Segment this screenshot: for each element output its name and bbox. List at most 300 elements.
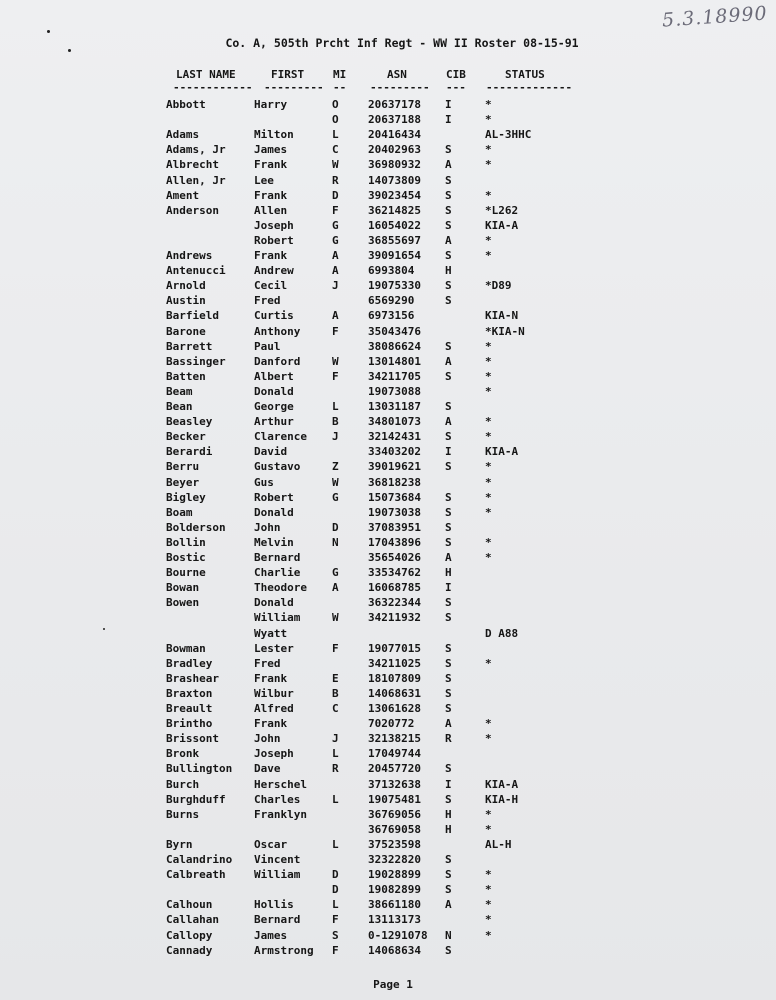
cell-last: Beam <box>166 384 193 398</box>
cell-last: Bowman <box>166 641 206 655</box>
cell-asn: 34211705 <box>368 369 421 383</box>
cell-status: *KIA-N <box>485 324 525 338</box>
cell-asn: 16068785 <box>368 581 421 595</box>
cell-first: George <box>254 400 294 413</box>
cell-last: Bostic <box>166 551 206 564</box>
cell-mi: D <box>332 188 339 202</box>
cell-asn: 0-1291078 <box>368 928 428 942</box>
cell-last: Burghduff <box>166 792 226 806</box>
cell-cib: S <box>445 868 452 882</box>
paper-speck <box>47 30 50 33</box>
cell-status: KIA-A <box>485 777 519 791</box>
cell-asn: 35654026 <box>368 551 421 564</box>
cell-cib: S <box>445 203 452 217</box>
cell-first: Charlie <box>254 566 301 580</box>
cell-asn: 39023454 <box>368 188 421 202</box>
cell-last: Bigley <box>166 490 206 504</box>
cell-cib: S <box>445 853 452 866</box>
cell-last: Adams <box>166 128 200 142</box>
cell-first: Gustavo <box>254 460 301 474</box>
cell-mi: F <box>332 641 339 655</box>
cell-cib: S <box>445 505 452 519</box>
cell-first: Hollis <box>254 898 294 912</box>
cell-cib: I <box>445 777 452 791</box>
cell-first: Joseph <box>254 747 294 761</box>
cell-status: KIA-A <box>485 445 519 459</box>
cell-first: Alfred <box>254 702 294 715</box>
cell-status: * <box>485 339 492 353</box>
cell-cib: I <box>445 113 452 127</box>
cell-first: Frank <box>254 188 288 202</box>
cell-status: * <box>485 143 492 157</box>
cell-mi: J <box>332 732 339 746</box>
cell-asn: 36769056 <box>368 807 421 821</box>
cell-asn: 37083951 <box>368 520 421 534</box>
cell-mi: C <box>332 702 339 715</box>
cell-mi: W <box>332 354 339 368</box>
cell-asn: 13113173 <box>368 913 421 927</box>
cell-last: Calhoun <box>166 898 213 912</box>
cell-cib: S <box>445 249 452 262</box>
handwritten-annotation: 5.3.18990 <box>661 2 769 32</box>
cell-cib: S <box>445 430 452 444</box>
cell-asn: 7020772 <box>368 717 415 731</box>
cell-mi: A <box>332 249 339 262</box>
cell-status: * <box>485 656 492 670</box>
cell-status: * <box>485 717 492 731</box>
header-first: FIRST <box>271 68 305 81</box>
cell-status: * <box>485 158 492 172</box>
cell-first: Frank <box>254 671 288 685</box>
cell-mi: L <box>332 400 339 413</box>
cell-first: James <box>254 143 288 157</box>
cell-status: KIA-N <box>485 309 519 323</box>
cell-status: KIA-A <box>485 218 519 232</box>
cell-first: Franklyn <box>254 807 307 821</box>
cell-status: *D89 <box>485 279 512 293</box>
cell-mi: F <box>332 203 339 217</box>
header-cib: CIB <box>446 68 466 81</box>
cell-cib: S <box>445 188 452 202</box>
cell-cib: S <box>445 686 452 700</box>
cell-asn: 19075330 <box>368 279 421 293</box>
cell-last: Bolderson <box>166 520 226 534</box>
cell-last: Bourne <box>166 566 206 580</box>
cell-first: Gus <box>254 475 274 489</box>
cell-mi: F <box>332 913 339 927</box>
cell-last: Barrett <box>166 339 213 353</box>
cell-last: Bowan <box>166 581 200 595</box>
cell-last: Brintho <box>166 717 213 731</box>
cell-status: * <box>485 369 492 383</box>
cell-asn: 35043476 <box>368 324 421 338</box>
cell-mi: F <box>332 324 339 338</box>
cell-cib: A <box>445 717 452 731</box>
cell-first: Vincent <box>254 853 301 866</box>
cell-asn: 32138215 <box>368 732 421 746</box>
cell-asn: 13031187 <box>368 400 421 413</box>
cell-last: Antenucci <box>166 264 226 278</box>
cell-last: Becker <box>166 430 206 444</box>
cell-asn: 19077015 <box>368 641 421 655</box>
cell-first: David <box>254 445 288 459</box>
header-mi: MI <box>333 68 347 81</box>
cell-first: Milton <box>254 128 294 142</box>
cell-cib: H <box>445 264 452 278</box>
cell-mi: C <box>332 143 339 157</box>
dash-first: --------- <box>264 81 324 94</box>
cell-asn: 13061628 <box>368 702 421 715</box>
cell-cib: S <box>445 400 452 413</box>
cell-last: Barfield <box>166 309 219 323</box>
cell-last: Berardi <box>166 445 213 459</box>
header-asn: ASN <box>387 68 407 81</box>
cell-mi: F <box>332 943 339 957</box>
cell-asn: 19075481 <box>368 792 421 806</box>
cell-cib: S <box>445 702 452 715</box>
cell-status: * <box>485 732 492 746</box>
cell-asn: 36769058 <box>368 822 421 836</box>
cell-last: Bowen <box>166 596 200 610</box>
cell-first: Charles <box>254 792 301 806</box>
cell-mi: L <box>332 747 339 761</box>
cell-asn: 17049744 <box>368 747 421 761</box>
cell-asn: 17043896 <box>368 535 421 549</box>
cell-first: Wyatt <box>254 626 288 640</box>
cell-first: Armstrong <box>254 943 314 957</box>
cell-mi: G <box>332 490 339 504</box>
cell-last: Bullington <box>166 762 233 776</box>
cell-status: * <box>485 249 492 262</box>
cell-last: Brissont <box>166 732 219 746</box>
cell-status: * <box>485 98 492 111</box>
cell-status: * <box>485 868 492 882</box>
cell-asn: 20637188 <box>368 113 421 127</box>
cell-cib: A <box>445 415 452 429</box>
cell-last: Calbreath <box>166 868 226 882</box>
cell-asn: 18107809 <box>368 671 421 685</box>
cell-first: Lester <box>254 641 294 655</box>
cell-mi: O <box>332 113 339 127</box>
dash-status: ------------- <box>486 81 573 94</box>
cell-mi: J <box>332 430 339 444</box>
cell-cib: A <box>445 354 452 368</box>
cell-cib: I <box>445 581 452 595</box>
cell-cib: H <box>445 566 452 580</box>
cell-first: Bernard <box>254 551 301 564</box>
cell-status: * <box>485 233 492 247</box>
cell-status: * <box>485 928 492 942</box>
cell-mi: G <box>332 233 339 247</box>
cell-last: Andrews <box>166 249 213 262</box>
cell-last: Boam <box>166 505 193 519</box>
cell-asn: 20416434 <box>368 128 421 142</box>
cell-mi: L <box>332 128 339 142</box>
cell-first: Arthur <box>254 415 294 429</box>
cell-first: Theodore <box>254 581 307 595</box>
cell-asn: 14068631 <box>368 686 421 700</box>
cell-last: Bronk <box>166 747 200 761</box>
cell-status: * <box>485 490 492 504</box>
cell-mi: D <box>332 868 339 882</box>
cell-first: Allen <box>254 203 288 217</box>
cell-asn: 36214825 <box>368 203 421 217</box>
cell-cib: S <box>445 535 452 549</box>
cell-cib: S <box>445 490 452 504</box>
cell-first: Robert <box>254 233 294 247</box>
cell-cib: S <box>445 460 452 474</box>
cell-asn: 33403202 <box>368 445 421 459</box>
cell-status: * <box>485 415 492 429</box>
cell-mi: A <box>332 309 339 323</box>
cell-mi: Z <box>332 460 339 474</box>
cell-mi: A <box>332 581 339 595</box>
cell-cib: I <box>445 98 452 111</box>
cell-first: Clarence <box>254 430 307 444</box>
cell-first: Albert <box>254 369 294 383</box>
cell-asn: 34211932 <box>368 611 421 625</box>
cell-asn: 32322820 <box>368 853 421 866</box>
cell-status: * <box>485 551 492 564</box>
cell-last: Bollin <box>166 535 206 549</box>
cell-cib: S <box>445 143 452 157</box>
cell-mi: F <box>332 369 339 383</box>
cell-first: Andrew <box>254 264 294 278</box>
cell-first: Donald <box>254 505 294 519</box>
cell-first: Paul <box>254 339 281 353</box>
cell-asn: 37132638 <box>368 777 421 791</box>
cell-status: * <box>485 384 492 398</box>
cell-last: Allen, Jr <box>166 173 226 187</box>
cell-first: Lee <box>254 173 274 187</box>
cell-last: Bean <box>166 400 193 413</box>
cell-first: Wilbur <box>254 686 294 700</box>
cell-asn: 38661180 <box>368 898 421 912</box>
cell-asn: 34801073 <box>368 415 421 429</box>
cell-cib: S <box>445 218 452 232</box>
cell-mi: N <box>332 535 339 549</box>
cell-mi: E <box>332 671 339 685</box>
cell-last: Adams, Jr <box>166 143 226 157</box>
cell-status: * <box>485 113 492 127</box>
cell-status: AL-H <box>485 837 512 851</box>
cell-first: Curtis <box>254 309 294 323</box>
cell-last: Burch <box>166 777 200 791</box>
cell-first: Frank <box>254 249 288 262</box>
cell-last: Cannady <box>166 943 213 957</box>
cell-asn: 14073809 <box>368 173 421 187</box>
cell-first: Melvin <box>254 535 294 549</box>
dash-mi: -- <box>333 81 347 94</box>
cell-last: Anderson <box>166 203 219 217</box>
cell-first: Dave <box>254 762 281 776</box>
cell-status: * <box>485 475 492 489</box>
cell-first: Herschel <box>254 777 307 791</box>
cell-status: * <box>485 898 492 912</box>
cell-asn: 19073088 <box>368 384 421 398</box>
cell-status: * <box>485 807 492 821</box>
cell-asn: 36855697 <box>368 233 421 247</box>
cell-mi: O <box>332 98 339 111</box>
cell-first: John <box>254 732 281 746</box>
cell-first: Frank <box>254 717 288 731</box>
cell-last: Barone <box>166 324 206 338</box>
cell-asn: 15073684 <box>368 490 421 504</box>
cell-cib: S <box>445 520 452 534</box>
header-last-name: LAST NAME <box>176 68 236 81</box>
cell-asn: 32142431 <box>368 430 421 444</box>
cell-cib: R <box>445 732 452 746</box>
cell-status: * <box>485 354 492 368</box>
cell-status: * <box>485 822 492 836</box>
cell-last: Beasley <box>166 415 213 429</box>
cell-asn: 14068634 <box>368 943 421 957</box>
cell-cib: A <box>445 898 452 912</box>
cell-status: * <box>485 460 492 474</box>
cell-asn: 6973156 <box>368 309 415 323</box>
cell-asn: 20637178 <box>368 98 421 111</box>
dash-asn: --------- <box>370 81 430 94</box>
cell-last: Braxton <box>166 686 213 700</box>
cell-first: Donald <box>254 384 294 398</box>
cell-cib: S <box>445 369 452 383</box>
cell-first: William <box>254 611 301 625</box>
cell-mi: A <box>332 264 339 278</box>
cell-first: Donald <box>254 596 294 610</box>
cell-first: John <box>254 520 281 534</box>
cell-asn: 20402963 <box>368 143 421 157</box>
cell-mi: W <box>332 158 339 172</box>
cell-first: Danford <box>254 354 301 368</box>
cell-first: Fred <box>254 656 281 670</box>
cell-mi: D <box>332 883 339 897</box>
cell-asn: 16054022 <box>368 218 421 232</box>
dash-cib: --- <box>446 81 466 94</box>
cell-mi: R <box>332 173 339 187</box>
cell-cib: S <box>445 671 452 685</box>
cell-status: AL-3HHC <box>485 128 532 142</box>
cell-asn: 36980932 <box>368 158 421 172</box>
cell-last: Ament <box>166 188 200 202</box>
cell-last: Burns <box>166 807 200 821</box>
cell-cib: A <box>445 551 452 564</box>
cell-status: *L262 <box>485 203 519 217</box>
cell-asn: 34211025 <box>368 656 421 670</box>
cell-asn: 39019621 <box>368 460 421 474</box>
cell-cib: S <box>445 294 452 308</box>
cell-first: Cecil <box>254 279 288 293</box>
cell-mi: W <box>332 475 339 489</box>
paper-speck <box>103 628 105 630</box>
cell-mi: B <box>332 686 339 700</box>
cell-cib: A <box>445 158 452 172</box>
cell-mi: G <box>332 566 339 580</box>
cell-asn: 6569290 <box>368 294 415 308</box>
cell-last: Bassinger <box>166 354 226 368</box>
cell-first: Frank <box>254 158 288 172</box>
cell-last: Callahan <box>166 913 219 927</box>
cell-mi: L <box>332 837 339 851</box>
cell-first: James <box>254 928 288 942</box>
cell-status: * <box>485 535 492 549</box>
cell-mi: R <box>332 762 339 776</box>
cell-first: Robert <box>254 490 294 504</box>
cell-asn: 39091654 <box>368 249 421 262</box>
cell-mi: S <box>332 928 339 942</box>
cell-cib: H <box>445 807 452 821</box>
cell-asn: 19082899 <box>368 883 421 897</box>
cell-last: Berru <box>166 460 200 474</box>
cell-mi: B <box>332 415 339 429</box>
cell-last: Calandrino <box>166 853 233 866</box>
cell-asn: 20457720 <box>368 762 421 776</box>
cell-status: KIA-H <box>485 792 519 806</box>
cell-cib: S <box>445 792 452 806</box>
cell-asn: 36322344 <box>368 596 421 610</box>
cell-first: Anthony <box>254 324 301 338</box>
cell-status: * <box>485 505 492 519</box>
cell-mi: W <box>332 611 339 625</box>
cell-cib: S <box>445 762 452 776</box>
cell-status: * <box>485 913 492 927</box>
cell-mi: G <box>332 218 339 232</box>
cell-asn: 19028899 <box>368 868 421 882</box>
cell-mi: L <box>332 792 339 806</box>
cell-cib: S <box>445 596 452 610</box>
cell-last: Callopy <box>166 928 213 942</box>
cell-status: * <box>485 188 492 202</box>
cell-cib: S <box>445 641 452 655</box>
cell-mi: D <box>332 520 339 534</box>
cell-mi: J <box>332 279 339 293</box>
cell-asn: 33534762 <box>368 566 421 580</box>
cell-first: Bernard <box>254 913 301 927</box>
cell-cib: S <box>445 611 452 625</box>
cell-mi: L <box>332 898 339 912</box>
cell-last: Bradley <box>166 656 213 670</box>
cell-first: Oscar <box>254 837 288 851</box>
cell-asn: 19073038 <box>368 505 421 519</box>
cell-cib: S <box>445 943 452 957</box>
cell-last: Abbott <box>166 98 206 111</box>
cell-asn: 37523598 <box>368 837 421 851</box>
document-title: Co. A, 505th Prcht Inf Regt - WW II Roster 08-15-91 <box>225 36 579 50</box>
dash-last: ------------ <box>173 81 253 94</box>
cell-status: * <box>485 430 492 444</box>
header-status: STATUS <box>505 68 545 81</box>
cell-cib: A <box>445 233 452 247</box>
cell-status: * <box>485 883 492 897</box>
page-number: Page 1 <box>373 978 413 991</box>
cell-cib: S <box>445 656 452 670</box>
cell-cib: S <box>445 279 452 293</box>
cell-cib: H <box>445 822 452 836</box>
cell-asn: 13014801 <box>368 354 421 368</box>
cell-last: Breault <box>166 702 213 715</box>
cell-first: Fred <box>254 294 281 308</box>
cell-last: Albrecht <box>166 158 219 172</box>
cell-cib: S <box>445 173 452 187</box>
cell-last: Batten <box>166 369 206 383</box>
cell-first: William <box>254 868 301 882</box>
cell-last: Brashear <box>166 671 219 685</box>
cell-last: Beyer <box>166 475 200 489</box>
cell-status: D A88 <box>485 626 519 640</box>
cell-cib: N <box>445 928 452 942</box>
cell-asn: 36818238 <box>368 475 421 489</box>
cell-first: Harry <box>254 98 288 111</box>
cell-cib: S <box>445 339 452 353</box>
